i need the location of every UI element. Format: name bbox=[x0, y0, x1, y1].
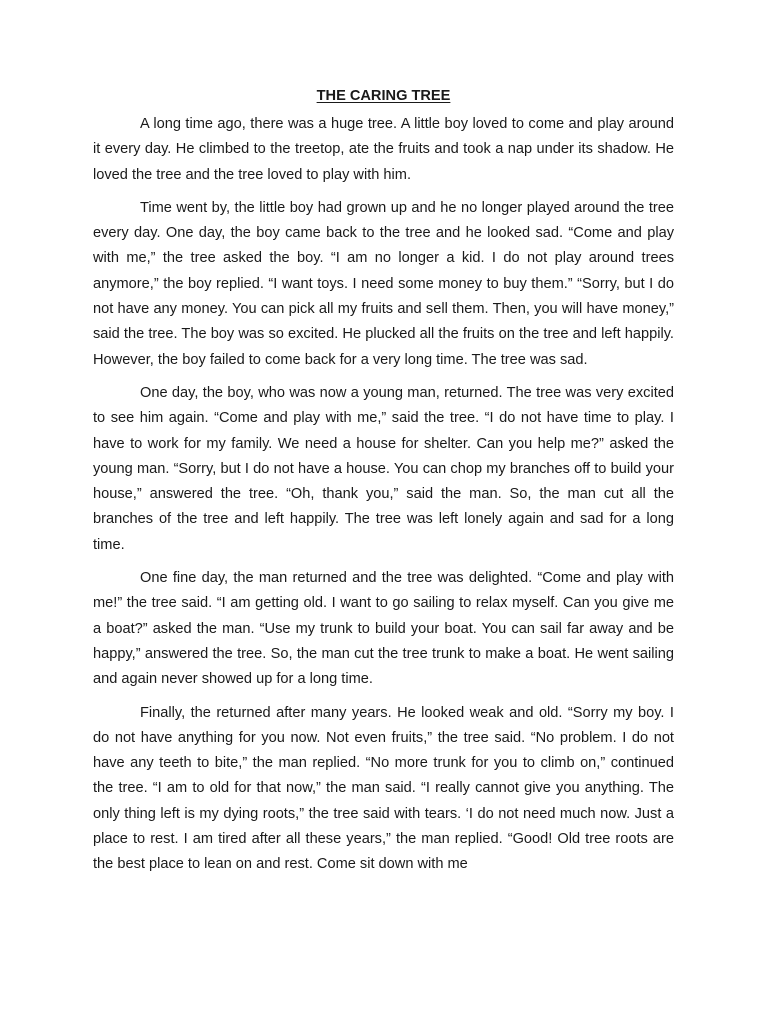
document-body bbox=[93, 86, 674, 886]
document-title: THE CARING TREE bbox=[316, 88, 451, 104]
paragraph-4: One fine day, the man returned and the tree was delighted. “Come and play with me!” the tree said. “I am getting old. I want to go sailing to relax myself. Can you give me a boat?” asked the man. “Use my trunk to build your boat. You can sail far away and be happy,” answered the tree. So, the man cut the tree trunk to make a boat. He went sailing and again never showed up for a long time. bbox=[93, 570, 674, 688]
paragraph-2: Time went by, the little boy had grown up and he no longer played around the tree every day. One day, the boy came back to the tree and he looked sad. “Come and play with me,” the tree asked the boy. “I am no longer a kid. I do not play around trees anymore,” the boy replied. “I want toys. I need some money to buy them.” “Sorry, but I do not have any money. You can pick all my fruits and sell them. Then, you will have money,” said the tree. The boy was so excited. He plucked all the fruits on the tree and left happily. However, the boy failed to come back for a very long time. The tree was sad. bbox=[93, 199, 674, 368]
paragraph-5: Finally, the returned after many years. He looked weak and old. “Sorry my boy. I do not have anything for you now. Not even fruits,” the tree said. “No problem. I do not have any teeth to bite,” the man replied. “No more trunk for you to climb on,” continued the tree. “I am to old for that now,” the man said. “I really cannot give you anything. The only thing left is my dying roots,” the tree said with tears. ‘I do not need much now. Just a place to rest. I am tired after all these years,” the man replied. “Good! Old tree roots are the best place to lean on and rest. Come sit down with me bbox=[93, 704, 674, 873]
paragraph-3: One day, the boy, who was now a young man, returned. The tree was very excited to see him again. “Come and play with me,” said the tree. “I do not have time to play. I have to work for my family. We need a house for shelter. Can you help me?” asked the young man. “Sorry, but I do not have a house. You can chop my branches off to build your house,” answered the tree. “Oh, thank you,” said the man. So, the man cut all the branches of the tree and left happily. The tree was left lonely again and sad for a long time. bbox=[93, 384, 674, 553]
paragraph-1: A long time ago, there was a huge tree. A little boy loved to come and play around it every day. He climbed to the treetop, ate the fruits and took a nap under its shadow. He loved the tree and the tree loved to play with him. bbox=[93, 116, 674, 183]
